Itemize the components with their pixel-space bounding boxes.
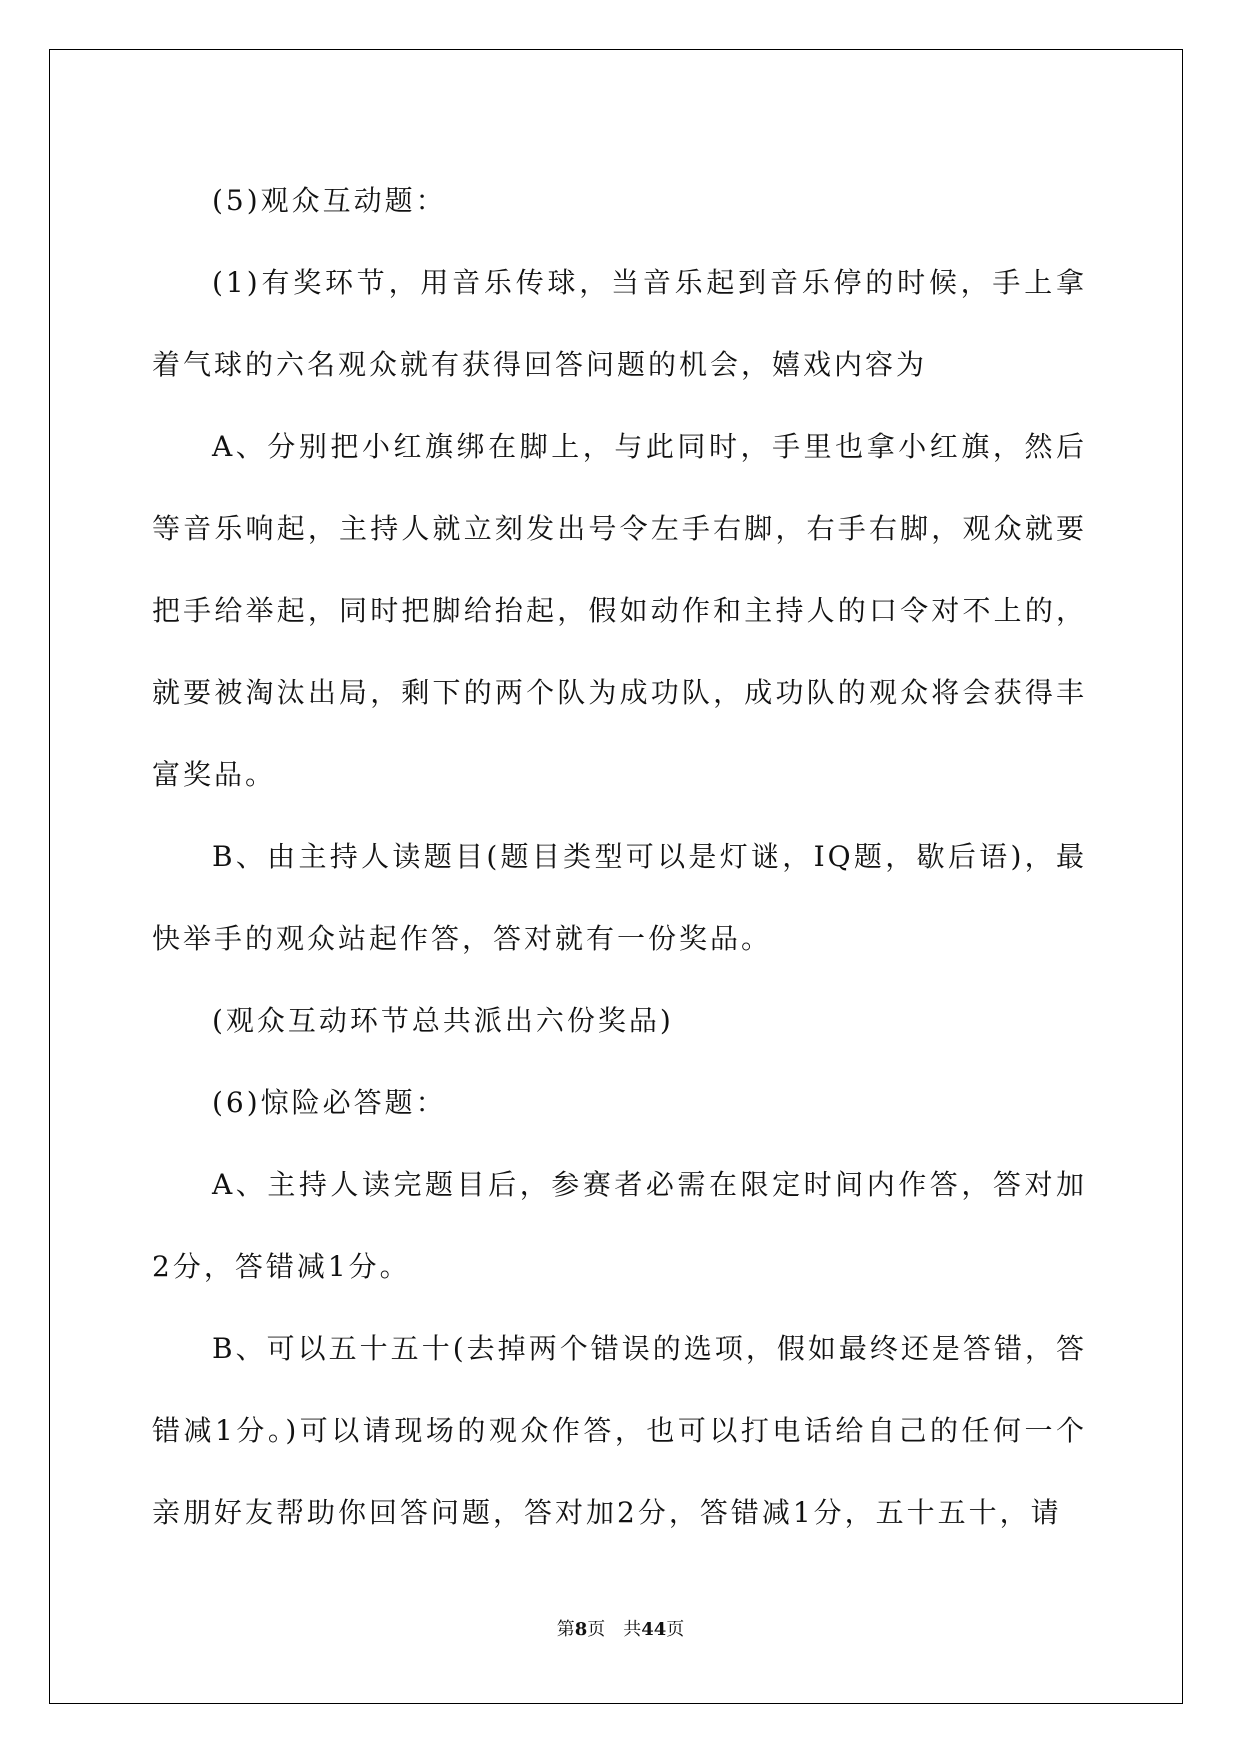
paragraph: (6)惊险必答题： [212,1086,447,1119]
total-pages-number: 44 [641,1619,667,1640]
page-footer [0,1615,1241,1641]
paragraph: B、由主持人读题目(题目类型可以是灯谜，IQ题，歇后语)，最快举手的观众站起作答，答对就有一份奖品。 [152,840,1087,955]
footer-middle: 页 共 [587,1619,642,1640]
paragraph: B、可以五十五十(去掉两个错误的选项，假如最终还是答错，答错减1分。)可以请现场的观众作答，也可以打电话给自己的任何一个亲朋好友帮助你回答问题，答对加2分，答错减1分，五十五十，请 [152,1332,1087,1529]
footer-suffix: 页 [666,1619,685,1640]
document-body [152,160,1087,1554]
paragraph: (观众互动环节总共派出六份奖品) [212,1004,674,1037]
paragraph: A、分别把小红旗绑在脚上，与此同时，手里也拿小红旗，然后等音乐响起，主持人就立刻发出号令左手右脚，右手右脚，观众就要把手给举起，同时把脚给抬起，假如动作和主持人的口令对不上的，就要被淘汰出局，剩下的两个队为成功队，成功队的观众将会获得丰富奖品。 [152,430,1087,791]
paragraph: (5)观众互动题： [212,184,447,217]
footer-prefix: 第 [556,1619,575,1640]
current-page-number: 8 [574,1619,588,1640]
paragraph: (1)有奖环节，用音乐传球，当音乐起到音乐停的时候，手上拿着气球的六名观众就有获得回答问题的机会，嬉戏内容为 [152,266,1087,381]
paragraph: A、主持人读完题目后，参赛者必需在限定时间内作答，答对加2分，答错减1分。 [152,1168,1087,1283]
